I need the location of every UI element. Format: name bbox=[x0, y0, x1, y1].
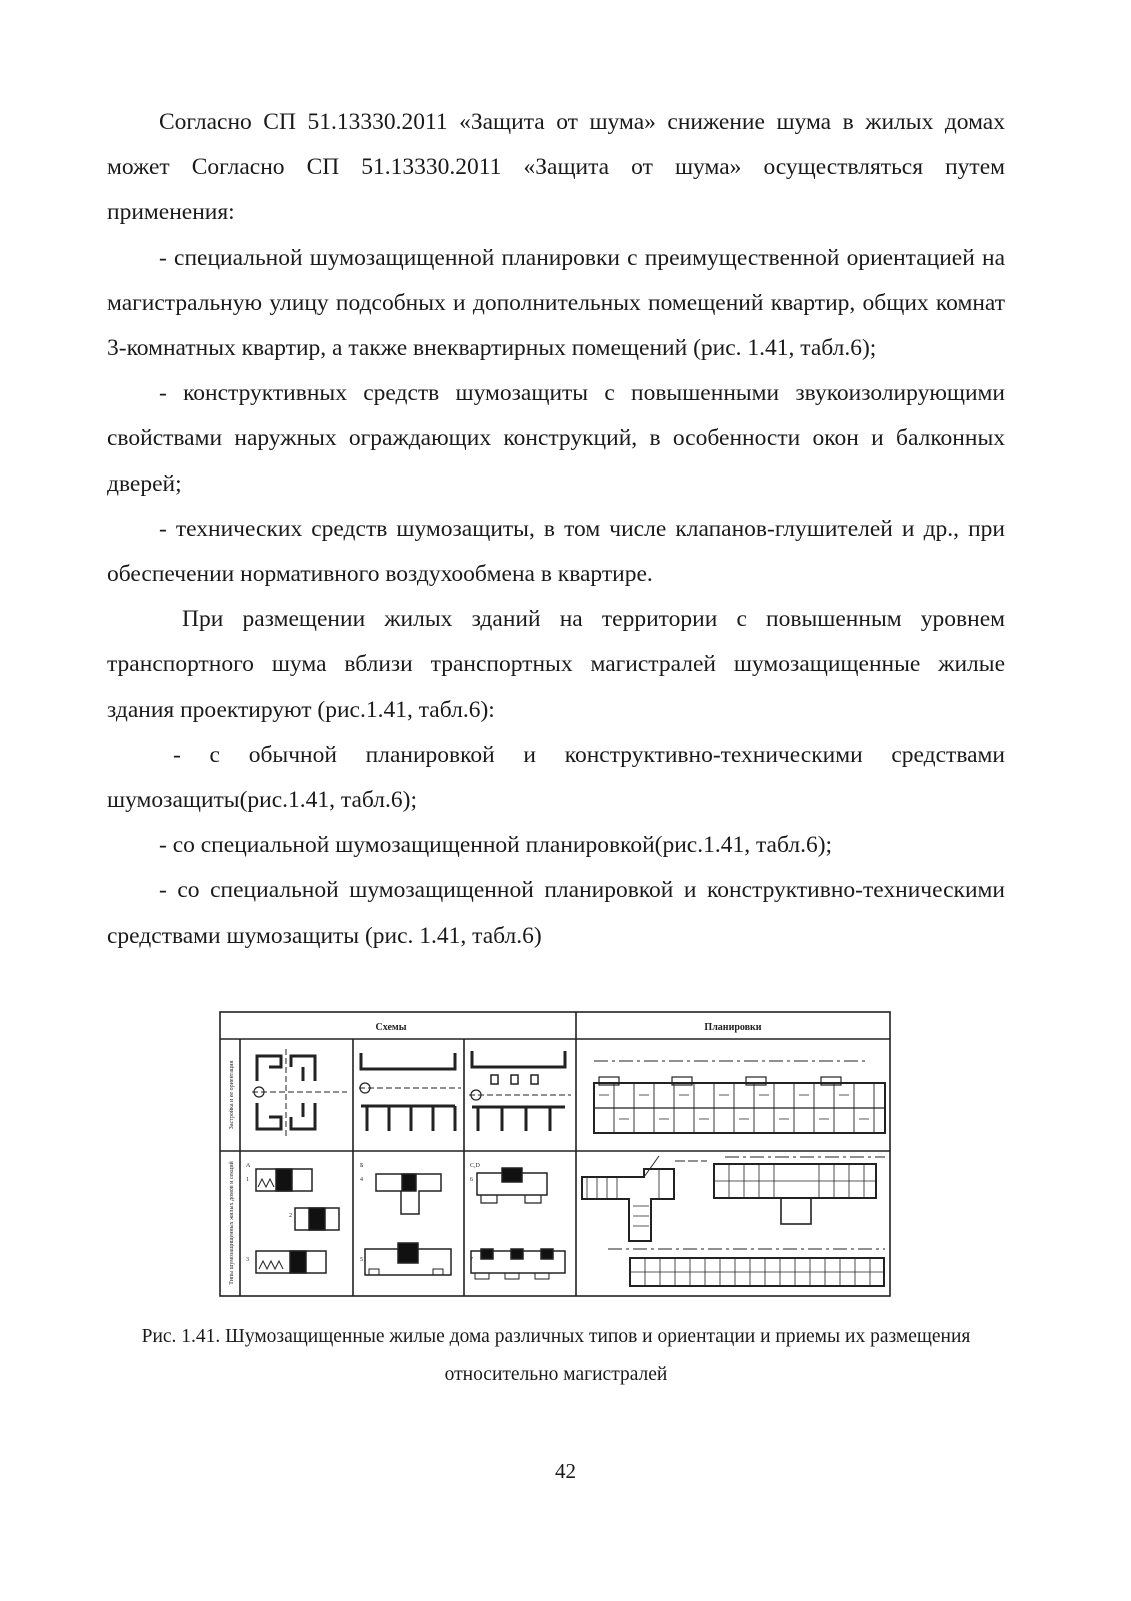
scheme-orientation-1 bbox=[252, 1049, 347, 1137]
scheme-type-sections-1 bbox=[256, 1169, 339, 1273]
figure-row2-label: Типы шумозащищенных жилых домов и секций bbox=[229, 1161, 235, 1285]
scheme-type-sections-2 bbox=[365, 1174, 451, 1275]
mark-4: 4 bbox=[360, 1177, 363, 1183]
mark-2: 2 bbox=[289, 1213, 292, 1219]
paragraph-item-planning: - специальной шумозащищенной планировки с преимущественной ориентацией на магистральную улицу подсобных и дополнительных помещений квартир, общих комнат 3-комнатных квартир, а также внеквартирных помещений (рис. 1.41, табл.6); bbox=[107, 244, 1005, 362]
mark-1: 1 bbox=[246, 1177, 249, 1183]
scheme-type-sections-3 bbox=[471, 1168, 565, 1279]
paragraph-intro: Согласно СП 51.13330.2011 «Защита от шума» снижение шума в жилых домах может Согласно СП 51.13330.2011 «Защита от шума» осуществляться путем применения: bbox=[107, 109, 1005, 226]
mark-a: A bbox=[246, 1163, 251, 1169]
figure-row1-label: Застройка и ее ориентация bbox=[229, 1060, 235, 1130]
figure-noise-protected-houses bbox=[219, 1011, 891, 1297]
mark-c-d: C,D bbox=[470, 1163, 480, 1169]
figure-header-plans: Планировки bbox=[704, 1022, 762, 1033]
paragraph-placement: При размещении жилых зданий на территории с повышенным уровнем транспортного шума вблизи транспортных магистралей шумозащищенные жилые здания проектируют (рис.1.41, табл.6): bbox=[107, 606, 1005, 723]
paragraph-item-special-combined: - со специальной шумозащищенной планировкой и конструктивно-техническими средствами шумозащиты (рис. 1.41, табл.6) bbox=[107, 877, 1005, 949]
plan-orientation-long-building bbox=[594, 1061, 885, 1133]
mark-b: Б bbox=[360, 1163, 364, 1169]
mark-7: 7 bbox=[470, 1257, 473, 1263]
paragraph-item-ordinary: - с обычной планировкой и конструктивно-техническими средствами шумозащиты(рис.1.41, табл.6); bbox=[107, 741, 1005, 814]
paragraph-item-special: - со специальной шумозащищенной планировкой(рис.1.41, табл.6); bbox=[159, 832, 833, 859]
paragraph-item-construction: - конструктивных средств шумозащиты с повышенными звукоизолирующими свойствами наружных ограждающих конструкций, в особенности окон и балконных дверей; bbox=[107, 380, 1005, 497]
figure-frame bbox=[220, 1012, 890, 1296]
paragraph-item-technical: - технических средств шумозащиты, в том числе клапанов-глушителей и др., при обеспечении нормативного воздухообмена в квартире. bbox=[107, 515, 1005, 588]
page-number: 42 bbox=[555, 1459, 576, 1483]
mark-3: 3 bbox=[246, 1257, 249, 1263]
body-text bbox=[107, 100, 1005, 959]
mark-5: 5 bbox=[360, 1257, 363, 1263]
plan-type-layouts bbox=[582, 1156, 885, 1286]
scheme-orientation-3 bbox=[469, 1051, 571, 1131]
scheme-orientation-2 bbox=[359, 1053, 461, 1131]
figure-drawing bbox=[219, 1011, 891, 1297]
mark-6: 6 bbox=[470, 1177, 473, 1183]
figure-caption: Рис. 1.41. Шумозащищенные жилые дома различных типов и ориентации и приемы их размещения относительно магистралей bbox=[141, 1326, 971, 1385]
figure-header-schemes: Схемы bbox=[375, 1022, 407, 1033]
